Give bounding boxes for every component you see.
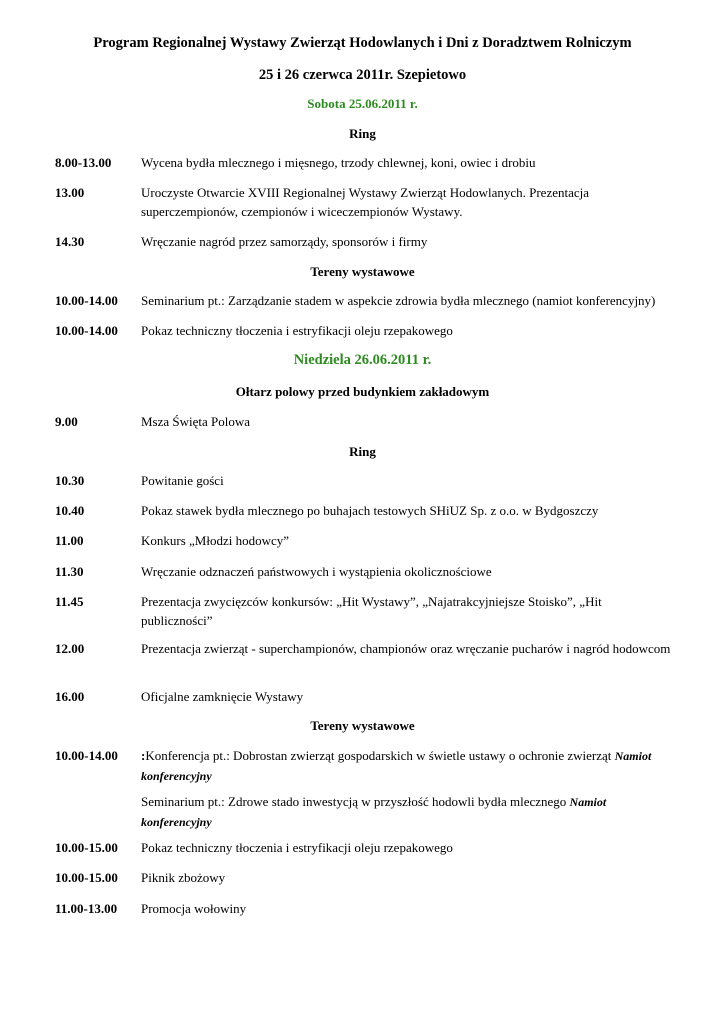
schedule-item-conference (141, 746, 676, 786)
schedule-item-seminar (141, 792, 676, 832)
schedule-time: 11.45 (55, 594, 84, 609)
schedule-item: Pokaz stawek bydła mlecznego po buhajach testowych SHiUZ Sp. z o.o. w Bydgoszczy (141, 503, 599, 518)
schedule-item: Pokaz techniczny tłoczenia i estryfikacji oleju rzepakowego (141, 323, 453, 338)
day1-heading: Sobota 25.06.2011 r. (307, 96, 418, 111)
schedule-time: 9.00 (55, 414, 78, 429)
schedule-time: 11.00 (55, 533, 84, 548)
schedule-item: Seminarium pt.: Zarządzanie stadem w aspekcie zdrowia bydła mlecznego (namiot konferencyjny) (141, 293, 656, 308)
schedule-item: Powitanie gości (141, 473, 224, 488)
conference-lead: : (141, 748, 146, 763)
schedule-time: 14.30 (55, 234, 85, 249)
seminar-text: Seminarium pt.: Zdrowe stado inwestycją w przyszłość hodowli bydła mlecznego (141, 794, 570, 809)
schedule-item: Msza Święta Polowa (141, 414, 251, 429)
document-subtitle: 25 i 26 czerwca 2011r. Szepietowo (258, 67, 467, 83)
schedule-time: 16.00 (55, 689, 85, 704)
schedule-time: 10.40 (55, 503, 85, 518)
conference-text: Konferencja pt.: Dobrostan zwierząt gospodarskich w świetle ustawy o ochronie zwierząt (145, 748, 615, 763)
schedule-time: 10.00-15.00 (55, 840, 118, 855)
schedule-time: 8.00-13.00 (55, 155, 112, 170)
schedule-item: Prezentacja zwycięzców konkursów: „Hit Wystawy”, „Najatrakcyjniejsze Stoisko”, „Hit publiczności” (141, 594, 602, 628)
schedule-item: Oficjalne zamknięcie Wystawy (141, 689, 304, 704)
schedule-item: Prezentacja zwierząt - superchampionów, championów oraz wręczanie pucharów i nagród hodowcom (141, 641, 671, 656)
schedule-time: 10.00-14.00 (55, 323, 118, 338)
conference-place: Namiot konferencyjny (141, 749, 652, 783)
schedule-item: Pokaz techniczny tłoczenia i estryfikacji oleju rzepakowego (141, 840, 453, 855)
schedule-item: Uroczyste Otwarcie XVIII Regionalnej Wystawy Zwierząt Hodowlanych. Prezentacja superczempionów, czempionów i wiceczempionów Wystawy. (141, 185, 590, 219)
schedule-item: Promocja wołowiny (141, 901, 247, 916)
schedule-time: 11.00-13.00 (55, 901, 118, 916)
schedule-item: Konkurs „Młodzi hodowcy” (141, 533, 290, 548)
day1-grounds-heading: Tereny wystawowe (310, 264, 415, 279)
schedule-item: Wręczanie odznaczeń państwowych i wystąpienia okolicznościowe (141, 564, 492, 579)
schedule-time: 13.00 (55, 185, 85, 200)
document-title: Program Regionalnej Wystawy Zwierząt Hodowlanych i Dni z Doradztwem Rolniczym (93, 35, 632, 51)
day1-ring-heading: Ring (349, 126, 376, 141)
day2-heading: Niedziela 26.06.2011 r. (293, 352, 432, 368)
schedule-time: 10.30 (55, 473, 85, 488)
schedule-item: Piknik zbożowy (141, 870, 226, 885)
schedule-time: 12.00 (55, 641, 85, 656)
day2-grounds-heading: Tereny wystawowe (310, 718, 415, 733)
seminar-place: Namiot konferencyjny (141, 795, 607, 829)
schedule-time: 10.00-14.00 (55, 748, 118, 763)
schedule-time: 10.00-14.00 (55, 293, 118, 308)
schedule-item: Wycena bydła mlecznego i mięsnego, trzody chlewnej, koni, owiec i drobiu (141, 155, 536, 170)
day2-ring-heading: Ring (349, 444, 376, 459)
day2-altar-heading: Ołtarz polowy przed budynkiem zakładowym (235, 384, 490, 399)
schedule-time: 11.30 (55, 564, 84, 579)
schedule-time: 10.00-15.00 (55, 870, 118, 885)
schedule-item: Wręczanie nagród przez samorządy, sponsorów i firmy (141, 234, 428, 249)
